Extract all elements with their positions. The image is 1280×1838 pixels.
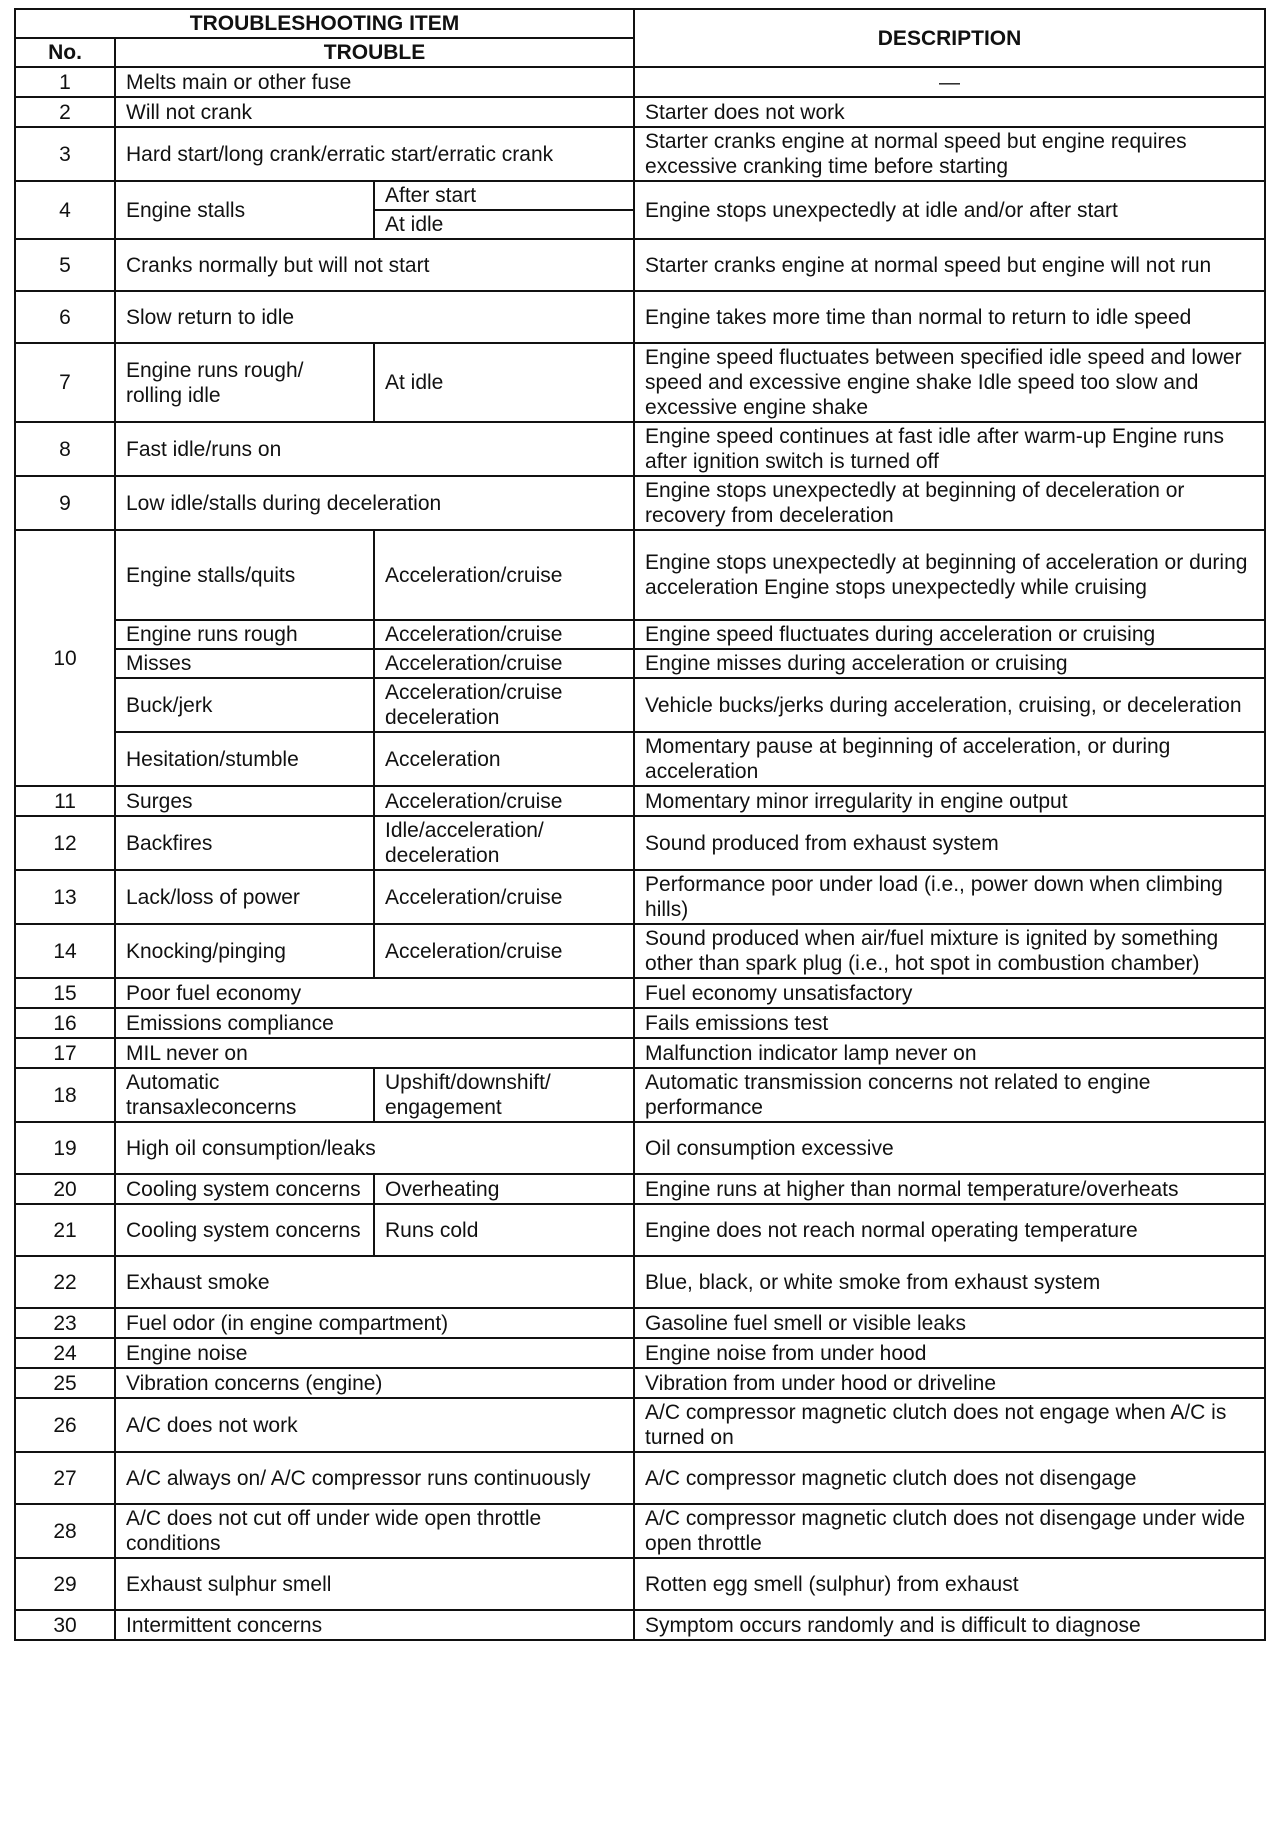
description-cell: Momentary pause at beginning of acceleration, or during acceleration <box>634 732 1265 786</box>
table-row <box>15 678 1265 732</box>
row-number: 25 <box>15 1368 115 1398</box>
row-number: 9 <box>15 476 115 530</box>
condition-cell: Acceleration/cruise <box>374 620 634 649</box>
table-row <box>15 1038 1265 1068</box>
row-number: 10 <box>15 530 115 786</box>
row-number: 30 <box>15 1610 115 1640</box>
description-cell: Engine speed fluctuates between specified idle speed and lower speed and excessive engine shake Idle speed too slow and excessive engine shake <box>634 343 1265 422</box>
table-row <box>15 1610 1265 1640</box>
description-cell: Vehicle bucks/jerks during acceleration, cruising, or deceleration <box>634 678 1265 732</box>
description-cell: Performance poor under load (i.e., power down when climbing hills) <box>634 870 1265 924</box>
trouble-cell: Vibration concerns (engine) <box>115 1368 634 1398</box>
trouble-cell: Low idle/stalls during deceleration <box>115 476 634 530</box>
description-cell: Starter cranks engine at normal speed but engine requires excessive cranking time before starting <box>634 127 1265 181</box>
row-number: 2 <box>15 97 115 127</box>
row-number: 1 <box>15 67 115 97</box>
description-cell: Blue, black, or white smoke from exhaust system <box>634 1256 1265 1308</box>
trouble-cell: Exhaust sulphur smell <box>115 1558 634 1610</box>
description-cell: Starter does not work <box>634 97 1265 127</box>
trouble-cell: Engine noise <box>115 1338 634 1368</box>
description-cell: A/C compressor magnetic clutch does not engage when A/C is turned on <box>634 1398 1265 1452</box>
description-cell: Engine stops unexpectedly at idle and/or after start <box>634 181 1265 239</box>
condition-cell: Acceleration <box>374 732 634 786</box>
row-number: 27 <box>15 1452 115 1504</box>
condition-cell: Acceleration/cruise <box>374 530 634 620</box>
table-row <box>15 1008 1265 1038</box>
trouble-cell: Slow return to idle <box>115 291 634 343</box>
trouble-cell: Emissions compliance <box>115 1008 634 1038</box>
trouble-cell: MIL never on <box>115 1038 634 1068</box>
trouble-cell: Cooling system concerns <box>115 1174 374 1204</box>
row-number: 20 <box>15 1174 115 1204</box>
condition-cell: After start <box>374 181 634 210</box>
header-description: DESCRIPTION <box>634 9 1265 67</box>
description-cell: Momentary minor irregularity in engine output <box>634 786 1265 816</box>
description-cell: Engine stops unexpectedly at beginning of deceleration or recovery from deceleration <box>634 476 1265 530</box>
row-number: 4 <box>15 181 115 239</box>
table-row <box>15 732 1265 786</box>
table-row <box>15 1368 1265 1398</box>
row-number: 7 <box>15 343 115 422</box>
description-cell: Engine runs at higher than normal temperature/overheats <box>634 1174 1265 1204</box>
table-row <box>15 786 1265 816</box>
row-number: 11 <box>15 786 115 816</box>
trouble-cell: Engine runs rough/ rolling idle <box>115 343 374 422</box>
troubleshooting-table <box>14 8 1266 1641</box>
description-cell: A/C compressor magnetic clutch does not disengage <box>634 1452 1265 1504</box>
row-number: 19 <box>15 1122 115 1174</box>
description-cell: — <box>634 67 1265 97</box>
table-row <box>15 127 1265 181</box>
trouble-cell: Melts main or other fuse <box>115 67 634 97</box>
trouble-cell: Hard start/long crank/erratic start/erratic crank <box>115 127 634 181</box>
trouble-cell: Surges <box>115 786 374 816</box>
header-no: No. <box>15 38 115 67</box>
trouble-cell: High oil consumption/leaks <box>115 1122 634 1174</box>
condition-cell: At idle <box>374 343 634 422</box>
table-row <box>15 1068 1265 1122</box>
trouble-cell: A/C does not cut off under wide open throttle conditions <box>115 1504 634 1558</box>
trouble-cell: Knocking/pinging <box>115 924 374 978</box>
trouble-cell: Cooling system concerns <box>115 1204 374 1256</box>
trouble-cell: Fast idle/runs on <box>115 422 634 476</box>
table-row <box>15 1174 1265 1204</box>
trouble-cell: Cranks normally but will not start <box>115 239 634 291</box>
header-trouble: TROUBLE <box>115 38 634 67</box>
table-row <box>15 1204 1265 1256</box>
table-row <box>15 1558 1265 1610</box>
description-cell: Engine takes more time than normal to return to idle speed <box>634 291 1265 343</box>
row-number: 18 <box>15 1068 115 1122</box>
trouble-cell: Engine stalls <box>115 181 374 239</box>
description-cell: Automatic transmission concerns not related to engine performance <box>634 1068 1265 1122</box>
table-row <box>15 1504 1265 1558</box>
trouble-cell: Engine runs rough <box>115 620 374 649</box>
condition-cell: Acceleration/cruise <box>374 870 634 924</box>
row-number: 26 <box>15 1398 115 1452</box>
header-troubleshooting-item: TROUBLESHOOTING ITEM <box>15 9 634 38</box>
description-cell: A/C compressor magnetic clutch does not disengage under wide open throttle <box>634 1504 1265 1558</box>
table-row <box>15 1256 1265 1308</box>
trouble-cell: A/C always on/ A/C compressor runs continuously <box>115 1452 634 1504</box>
row-number: 8 <box>15 422 115 476</box>
trouble-cell: Intermittent concerns <box>115 1610 634 1640</box>
description-cell: Engine stops unexpectedly at beginning of acceleration or during acceleration Engine stops unexpectedly while cruising <box>634 530 1265 620</box>
description-cell: Sound produced from exhaust system <box>634 816 1265 870</box>
table-row <box>15 239 1265 291</box>
row-number: 5 <box>15 239 115 291</box>
description-cell: Engine misses during acceleration or cruising <box>634 649 1265 678</box>
condition-cell: At idle <box>374 210 634 239</box>
description-cell: Engine noise from under hood <box>634 1338 1265 1368</box>
row-number: 23 <box>15 1308 115 1338</box>
row-number: 14 <box>15 924 115 978</box>
trouble-cell: Engine stalls/quits <box>115 530 374 620</box>
table-row <box>15 924 1265 978</box>
row-number: 6 <box>15 291 115 343</box>
table-row <box>15 422 1265 476</box>
row-number: 3 <box>15 127 115 181</box>
trouble-cell: A/C does not work <box>115 1398 634 1452</box>
table-row <box>15 1338 1265 1368</box>
table-row <box>15 620 1265 649</box>
description-cell: Rotten egg smell (sulphur) from exhaust <box>634 1558 1265 1610</box>
description-cell: Oil consumption excessive <box>634 1122 1265 1174</box>
table-row <box>15 649 1265 678</box>
row-number: 17 <box>15 1038 115 1068</box>
description-cell: Fuel economy unsatisfactory <box>634 978 1265 1008</box>
table-row <box>15 1308 1265 1338</box>
description-cell: Symptom occurs randomly and is difficult to diagnose <box>634 1610 1265 1640</box>
row-number: 24 <box>15 1338 115 1368</box>
row-number: 28 <box>15 1504 115 1558</box>
table-row <box>15 476 1265 530</box>
table-row <box>15 870 1265 924</box>
trouble-cell: Exhaust smoke <box>115 1256 634 1308</box>
trouble-cell: Backfires <box>115 816 374 870</box>
condition-cell: Acceleration/cruise <box>374 786 634 816</box>
table-row <box>15 978 1265 1008</box>
condition-cell: Acceleration/cruise deceleration <box>374 678 634 732</box>
trouble-cell: Buck/jerk <box>115 678 374 732</box>
document-page <box>14 8 1264 1641</box>
trouble-cell: Poor fuel economy <box>115 978 634 1008</box>
row-number: 29 <box>15 1558 115 1610</box>
condition-cell: Idle/acceleration/ deceleration <box>374 816 634 870</box>
table-row <box>15 1122 1265 1174</box>
trouble-cell: Lack/loss of power <box>115 870 374 924</box>
row-number: 16 <box>15 1008 115 1038</box>
description-cell: Malfunction indicator lamp never on <box>634 1038 1265 1068</box>
description-cell: Fails emissions test <box>634 1008 1265 1038</box>
row-number: 21 <box>15 1204 115 1256</box>
trouble-cell: Fuel odor (in engine compartment) <box>115 1308 634 1338</box>
condition-cell: Overheating <box>374 1174 634 1204</box>
table-row <box>15 291 1265 343</box>
table-body <box>15 67 1265 1640</box>
row-number: 15 <box>15 978 115 1008</box>
trouble-cell: Automatic transaxleconcerns <box>115 1068 374 1122</box>
description-cell: Gasoline fuel smell or visible leaks <box>634 1308 1265 1338</box>
table-row <box>15 530 1265 620</box>
table-row <box>15 181 1265 210</box>
row-number: 12 <box>15 816 115 870</box>
description-cell: Engine speed fluctuates during acceleration or cruising <box>634 620 1265 649</box>
trouble-cell: Will not crank <box>115 97 634 127</box>
table-row <box>15 97 1265 127</box>
table-row <box>15 1452 1265 1504</box>
table-row <box>15 816 1265 870</box>
table-row <box>15 67 1265 97</box>
condition-cell: Acceleration/cruise <box>374 924 634 978</box>
description-cell: Engine speed continues at fast idle after warm-up Engine runs after ignition switch is turned off <box>634 422 1265 476</box>
condition-cell: Runs cold <box>374 1204 634 1256</box>
row-number: 22 <box>15 1256 115 1308</box>
description-cell: Engine does not reach normal operating temperature <box>634 1204 1265 1256</box>
row-number: 13 <box>15 870 115 924</box>
description-cell: Sound produced when air/fuel mixture is ignited by something other than spark plug (i.e., hot spot in combustion chamber) <box>634 924 1265 978</box>
description-cell: Starter cranks engine at normal speed but engine will not run <box>634 239 1265 291</box>
description-cell: Vibration from under hood or driveline <box>634 1368 1265 1398</box>
table-row <box>15 343 1265 422</box>
condition-cell: Upshift/downshift/ engagement <box>374 1068 634 1122</box>
trouble-cell: Misses <box>115 649 374 678</box>
condition-cell: Acceleration/cruise <box>374 649 634 678</box>
table-row <box>15 1398 1265 1452</box>
trouble-cell: Hesitation/stumble <box>115 732 374 786</box>
